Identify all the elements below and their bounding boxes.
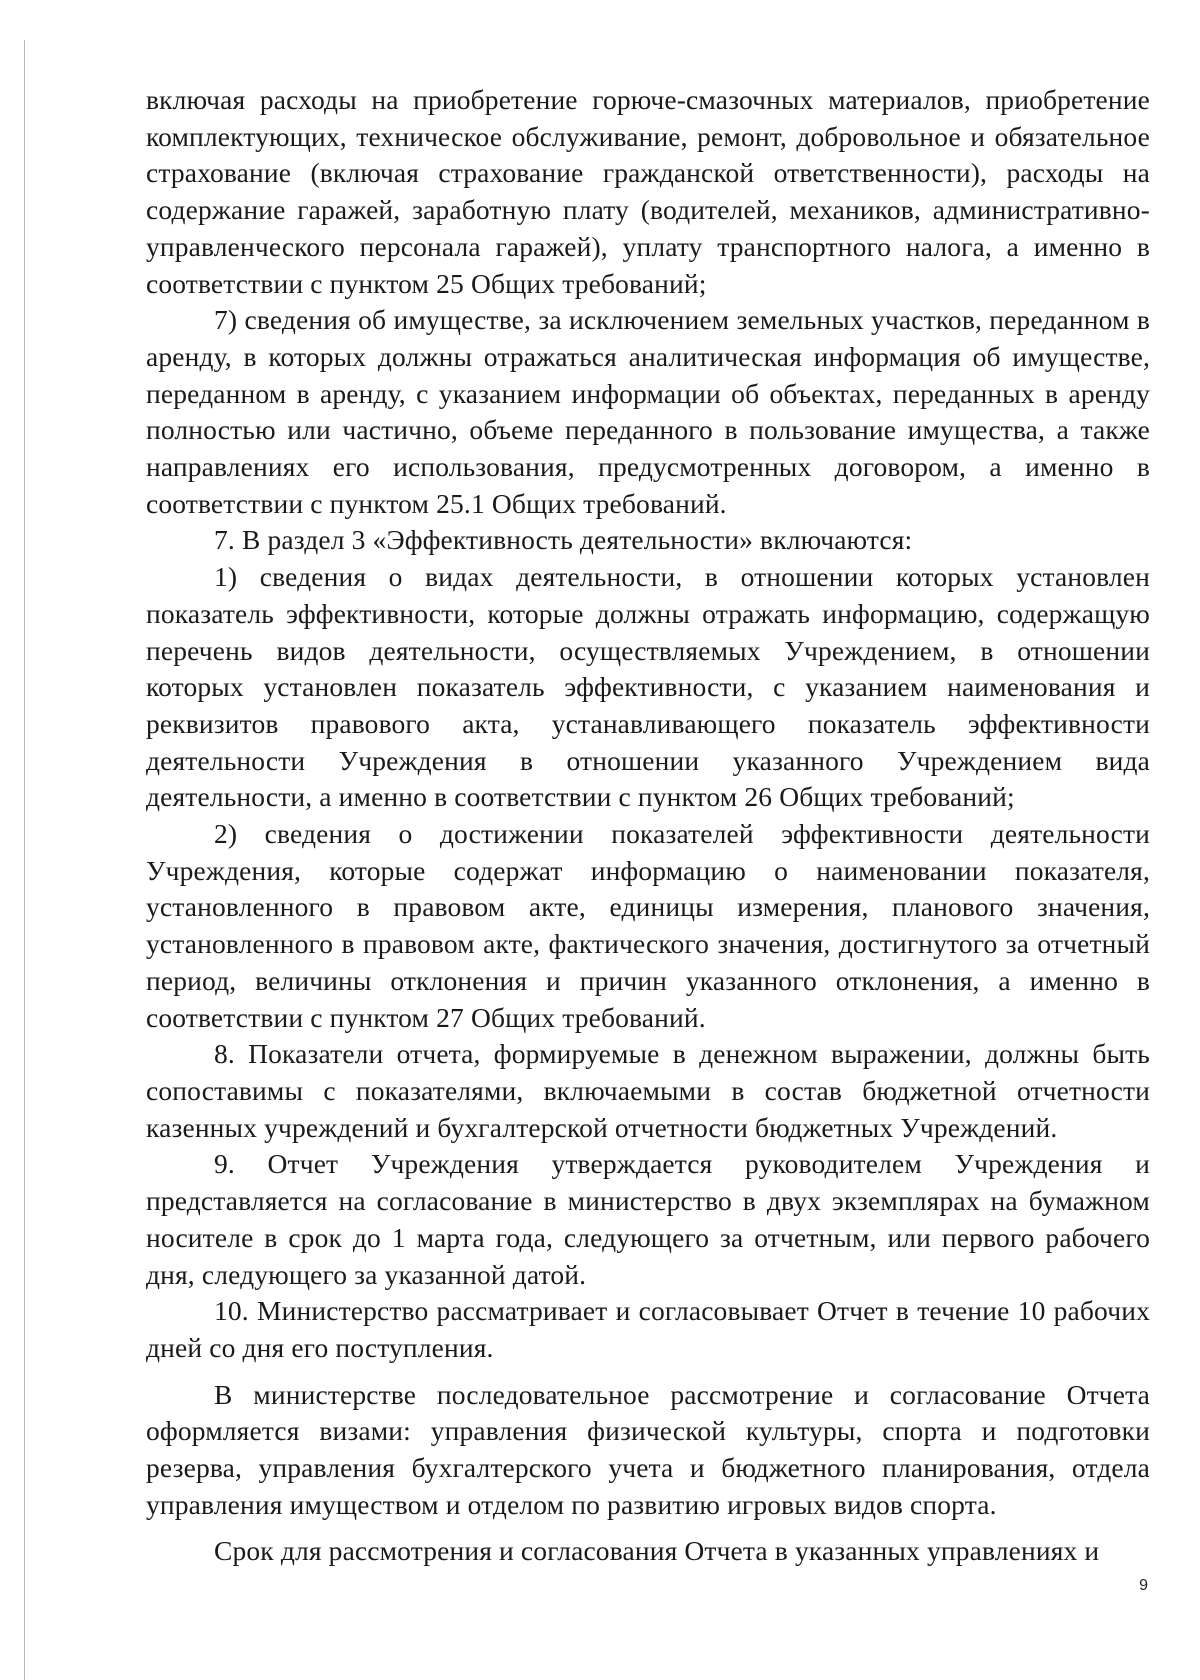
paragraph-item-10: 10. Министерство рассматривает и согласовывает Отчет в течение 10 рабочих дней со дня его поступления. bbox=[146, 1295, 1150, 1363]
paragraph-item-9: 9. Отчет Учреждения утверждается руководителем Учреждения и представляется на согласование в министерство в двух экземплярах на бумажном носителе в срок до 1 марта года, следующего за отчетным, или первого рабочего дня, следующего за указанной датой. bbox=[146, 1148, 1150, 1290]
paragraph-transport-expenses: включая расходы на приобретение горюче-смазочных материалов, приобретение комплектующих, техническое обслуживание, ремонт, добровольное и обязательное страхование (включая страхование гражданской ответственности), расходы на содержание гаражей, заработную плату (водителей, механиков, административно-управленческого персонала гаражей), уплату транспортного налога, а именно в соответствии с пунктом 25 Общих требований; bbox=[146, 84, 1150, 299]
paragraph-item-8: 8. Показатели отчета, формируемые в денежном выражении, должны быть сопоставимы с показателями, включаемыми в состав бюджетной отчетности казенных учреждений и бухгалтерской отчетности бюджетных Учреждений. bbox=[146, 1038, 1150, 1143]
document-body bbox=[146, 82, 1150, 1570]
paragraph-activity-types: 1) сведения о видах деятельности, в отношении которых установлен показатель эффективности, которые должны отражать информацию, содержащую перечень видов деятельности, осуществляемых Учреждением, в отношении которых установлен показатель эффективности, с указанием наименования и реквизитов правового акта, устанавливающего показатель эффективности деятельности Учреждения в отношении указанного Учреждением вида деятельности, а именно в соответствии с пунктом 26 Общих требований; bbox=[146, 561, 1150, 813]
paragraph-section-3-heading: 7. В раздел 3 «Эффективность деятельности» включаются: bbox=[214, 524, 913, 556]
paragraph-approval-visas: В министерстве последовательное рассмотрение и согласование Отчета оформляется визами: управления физической культуры, спорта и подготовки резерва, управления бухгалтерского учета и бюджетного планирования, отдела управления имуществом и отделом по развитию игровых видов спорта. bbox=[146, 1378, 1150, 1520]
paragraph-leased-property: 7) сведения об имуществе, за исключением земельных участков, переданном в аренду, в которых должны отражаться аналитическая информация об имуществе, переданном в аренду, с указанием информации об объектах, переданных в аренду полностью или частично, объеме переданного в пользование имущества, а также направлениях его использования, предусмотренных договором, а именно в соответствии с пунктом 25.1 Общих требований. bbox=[146, 304, 1150, 519]
paragraph-review-deadline: Срок для рассмотрения и согласования Отчета в указанных управлениях и bbox=[214, 1535, 1100, 1567]
paragraph-performance-indicators: 2) сведения о достижении показателей эффективности деятельности Учреждения, которые содержат информацию о наименовании показателя, установленного в правовом акте, единицы измерения, планового значения, установленного в правовом акте, фактического значения, достигнутого за отчетный период, величины отклонения и причин указанного отклонения, а именно в соответствии с пунктом 27 Общих требований. bbox=[146, 818, 1150, 1033]
binding-edge-line bbox=[24, 40, 25, 1680]
page-number: 9 bbox=[1139, 1577, 1148, 1594]
